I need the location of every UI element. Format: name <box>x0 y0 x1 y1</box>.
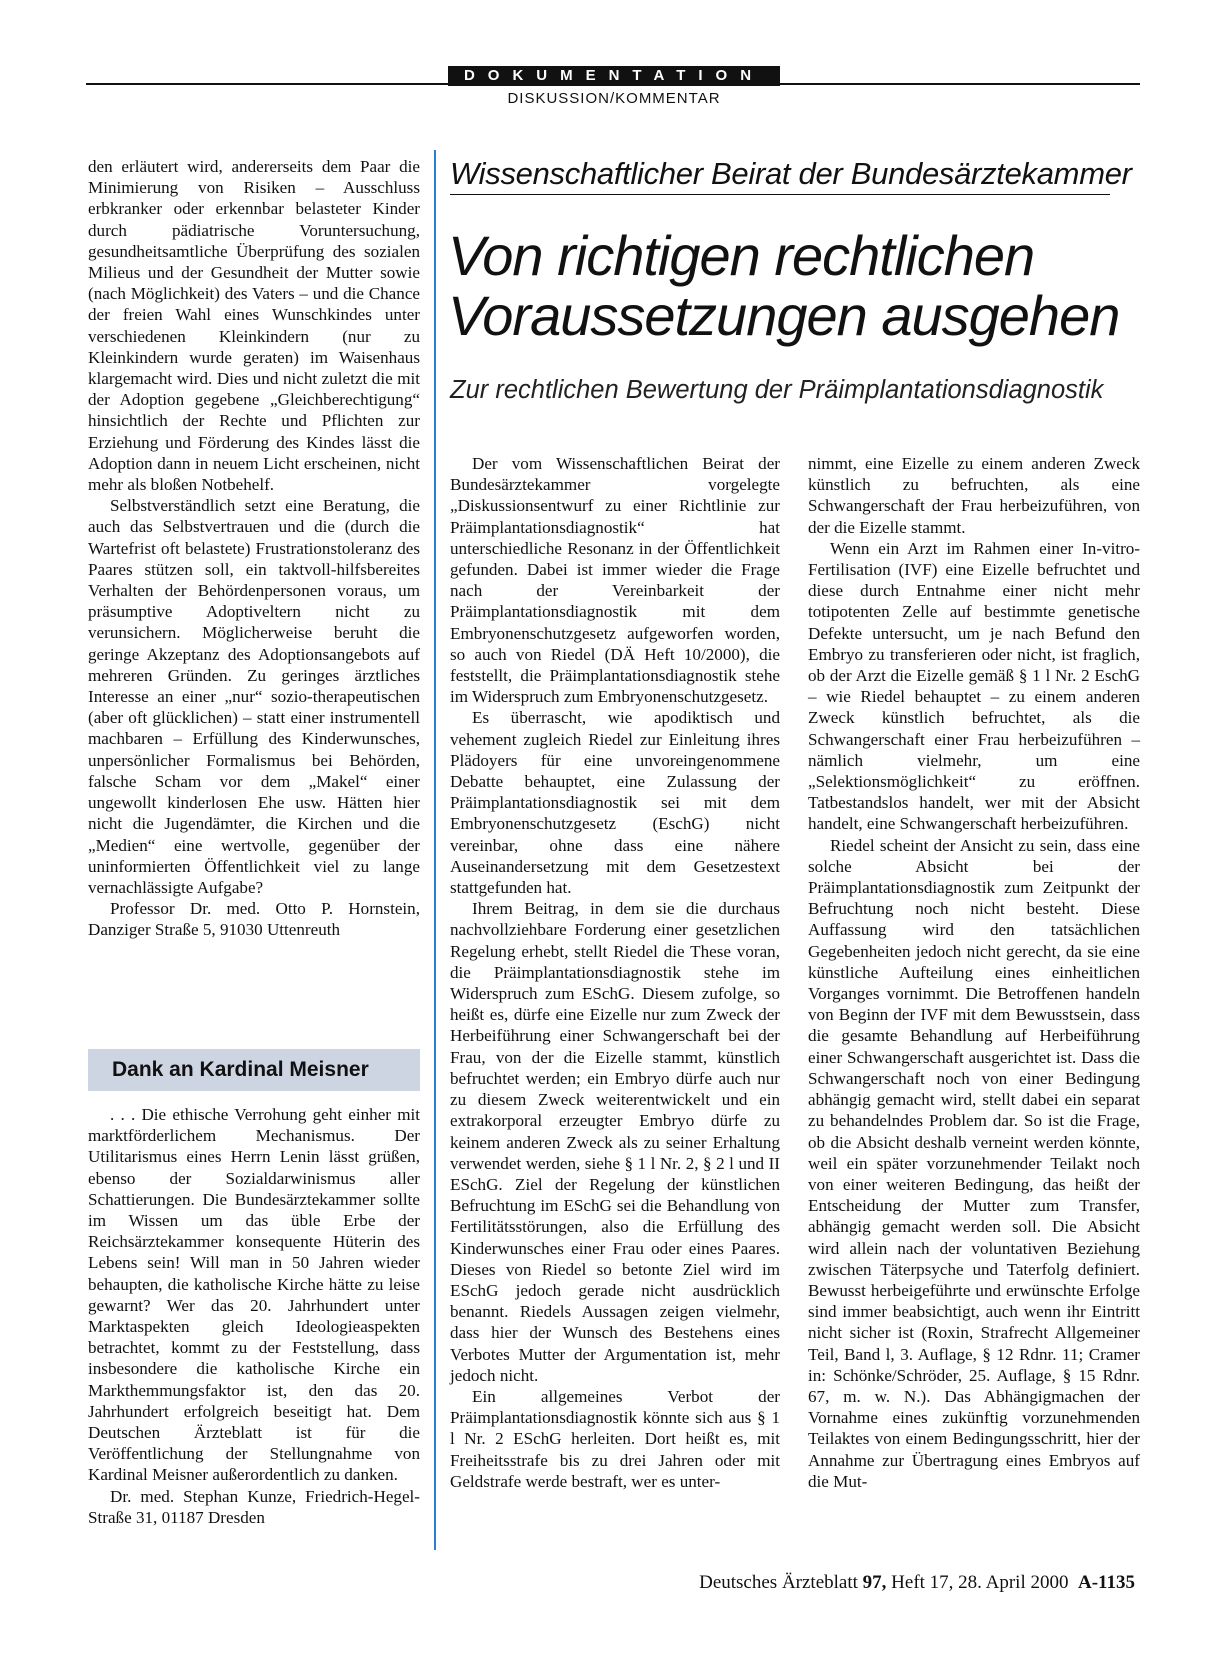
article-deck: Zur rechtlichen Bewertung der Präimplantationsdiagnostik <box>450 376 1104 404</box>
letter-2 <box>88 1104 420 1528</box>
article-paragraph: Der vom Wissenschaftlichen Beirat der Bundesärztekammer vorgelegte „Diskussionsentwurf zu einer Richtlinie zur Präimplantationsdiagnostik“ hat unterschiedliche Resonanz in der Öffentlichkeit gefunden. Dabei ist immer wieder die Frage nach der Vereinbarkeit der Präimplantationsdiagnostik mit dem Embryonenschutzgesetz aufgeworfen worden, so auch von Riedel (DÄ Heft 10/2000), die feststellt, die Präimplantationsdiagnostik stehe im Widerspruch zum Embryonenschutzgesetz. <box>450 454 780 707</box>
page-footer <box>699 1572 1135 1594</box>
footer-page-number: A-1135 <box>1078 1572 1135 1593</box>
article-paragraph: Wenn ein Arzt im Rahmen einer In-vitro-Fertilisation (IVF) eine Eizelle befruchtet und diese durch Entnahme einer nicht mehr totipotenten Zelle auf bestimmte genetische Defekte untersucht, um je nach Befund den Embryo zu transferieren oder nicht, ist fraglich, ob der Arzt die Eizelle gemäß § 1 l Nr. 2 EschG – wie Riedel behauptet – zu einem anderen Zweck künstlich befruchtet, als die Schwangerschaft einer Frau herbeizuführen – nämlich vielmehr, um eine „Selektionsmöglichkeit“ zu eröffnen. Tatbestandslos handelt, wer mit der Absicht handelt, eine Schwangerschaft herbeizuführen. <box>808 538 1140 834</box>
article-column-1 <box>450 453 780 1492</box>
footer-volume: 97, <box>862 1572 887 1593</box>
kicker-rule <box>450 194 1110 195</box>
letter1-paragraph: den erläutert wird, andererseits dem Paar die Minimierung von Risiken – Ausschluss erbkranker oder erkennbar belasteter Kinder durch pädiatrische Voruntersuchung, gesundheitsamtliche Überprüfung des sozialen Milieus und der Gesundheit der Mutter sowie (nach Möglichkeit) des Vaters – und die Chance der freien Wahl eines Wunschkindes unter verschiedenen Kleinkindern (nur zu Kleinkindern wurde geraten) im Waisenhaus klargemacht wird. Dies und nicht zuletzt die mit der Adoption gegebene „Gleichberechtigung“ hinsichtlich der Rechte und Pflichten zur Erziehung und Förderung des Kindes lässt die Adoption dann in neuem Licht erscheinen, nicht mehr als bloßen Notbehelf. <box>88 157 420 495</box>
article-headline <box>448 226 1148 346</box>
left-column <box>88 156 420 941</box>
article-paragraph: Es überrascht, wie apodiktisch und vehement zugleich Riedel zur Einleitung ihres Plädoyers für eine unvoreingenommene Debatte behauptet, eine Zulassung der Präimplantationsdiagnostik sei mit dem Embryonenschutzgesetz (EschG) nicht vereinbar, ohne dass eine nähere Auseinandersetzung mit dem Gesetzestext stattgefunden hat. <box>450 708 780 898</box>
article-column-2 <box>808 453 1140 1492</box>
article-paragraph: Riedel scheint der Ansicht zu sein, dass eine solche Absicht bei der Präimplantationsdiagnostik zum Zeitpunkt der Befruchtung noch nicht besteht. Diese Auffassung wird den tatsächlichen Gegebenheiten jedoch nicht gerecht, da sie eine künstliche Aufteilung eines einheitlichen Vorganges vornimmt. Die Betroffenen handeln von Beginn der IVF mit dem Bewusstsein, dass die gesamte Behandlung auf Herbeiführung einer Schwangerschaft ausgerichtet ist. Dass die Schwangerschaft noch von einer Bedingung abhängig gemacht wird, stellt dabei ein separat zu behandelndes Problem dar. So ist die Frage, ob die Absicht deshalb verneint werden könnte, weil ein später vorzunehmender Teilakt noch von einer weiteren Bedingung, das heißt der Entscheidung der Mutter zum Transfer, abhängig gemacht werden soll. Die Absicht wird allein nach der voluntativen Beziehung zwischen Täterpsyche und Taterfolg definiert. Bewusst herbeigeführte und erwünschte Erfolge sind immer beabsichtigt, auch wenn ihr Eintritt nicht sicher ist (Roxin, Strafrecht Allgemeiner Teil, Band l, 3. Auflage, § 12 Rdnr. 11; Cramer in: Schönke/Schröder, 25. Auflage, § 15 Rdnr. 67, m. w. N.). Das Abhängigmachen der Vornahme eines zukünftig vorzunehmenden Teilaktes von einem Bedingungsschritt, hier der Annahme zur Übertragung eines Embryos auf die Mut- <box>808 835 1140 1491</box>
letter2-heading: Dank an Kardinal Meisner <box>88 1049 420 1091</box>
section-tag: DOKUMENTATION <box>448 66 780 86</box>
subsection-label: DISKUSSION/KOMMENTAR <box>507 90 721 107</box>
letter1-paragraph: Selbstverständlich setzt eine Beratung, die auch das Selbstvertrauen und die (durch die Wartefrist oft belastete) Frustrationstoleranz des Paares stützen soll, ein taktvoll-hilfsbereites Verhalten der Behördenpersonen voraus, um präsumptive Adoptiveltern nicht zu verunsichern. Möglicherweise beruht die geringe Akzeptanz des Adoptionsangebots auf mehreren Gründen. Zu geringes ärztliches Interesse an einer „nur“ sozio-therapeutischen (aber oft glücklichen) – statt einer instrumentell machbaren – Erfüllung des Kinderwunsches, unpersönlicher Formalismus bei Behörden, falsche Scham vor dem „Makel“ einer ungewollt kinderlosen Ehe usw. Hätten hier nicht die Jugendämter, die Kirchen und die „Medien“ eine wertvolle, gegenüber der uninformierten Öffentlichkeit viel zu lange vernachlässigte Aufgabe? <box>88 496 420 897</box>
letter2-signature: Dr. med. Stephan Kunze, Friedrich-Hegel-Straße 31, 01187 Dresden <box>88 1486 420 1527</box>
article-paragraph: Ihrem Beitrag, in dem sie die durchaus nachvollziehbare Forderung einer gesetzlichen Regelung erhebt, stellt Riedel die These voran, die Präimplantationsdiagnostik stehe im Widerspruch zum ESchG. Diesem zufolge, so heißt es, dürfe eine Eizelle nur zum Zweck der Herbeiführung einer Schwangerschaft bei der Frau, von der die Eizelle stammt, künstlich befruchtet werden; ein Embryo dürfe auch nur zu diesem Zweck weiterentwickelt und ein extrakorporal erzeugter Embryo dürfe zu keinem anderen Zweck als zu seiner Erhaltung verwendet werden, siehe § 1 l Nr. 2, § 2 l und II ESchG. Ziel der Regelung der künstlichen Befruchtung im ESchG sei die Behandlung von Fertilitätsstörungen, also die Erfüllung des Kinderwunsches einer Frau oder eines Paares. Dieses von Riedel so betonte Ziel wird im ESchG jedoch gerade nicht ausdrücklich benannt. Riedels Aussagen zeigen vielmehr, dass hier der Wunsch des Bestehens eines Verbotes Mutter der Argumentation ist, mehr jedoch nicht. <box>450 899 780 1385</box>
letter1-signature: Professor Dr. med. Otto P. Hornstein, Danziger Straße 5, 91030 Uttenreuth <box>88 899 420 940</box>
letter2-paragraph: . . . Die ethische Verrohung geht einher mit marktförderlichem Mechanismus. Der Utilitarismus eines Herrn Lenin lässt grüßen, ebenso der Sozialdarwinismus aller Schattierungen. Die Bundesärztekammer sollte im Wissen um das üble Erbe der Reichsärztekammer konsequente Hüterin des Lebens sein! Will man in 50 Jahren wieder behaupten, die katholische Kirche hätte zu leise gewarnt? Wer das 20. Jahrhundert unter Marktaspekten gleich Ideologieaspekten betrachtet, kommt zu der Feststellung, dass insbesondere die katholische Kirche ein Markthemmungsfaktor ist, den das 20. Jahrhundert erfolgreich beseitigt hat. Dem Deutschen Ärzteblatt ist für die Veröffentlichung der Stellungnahme von Kardinal Meisner außerordentlich zu danken. <box>88 1105 420 1485</box>
article-paragraph: Ein allgemeines Verbot der Präimplantationsdiagnostik könnte sich aus § 1 l Nr. 2 ESchG herleiten. Dort heißt es, mit Freiheitsstrafe bis zu drei Jahren oder mit Geldstrafe werde bestraft, wer es unter- <box>450 1386 780 1491</box>
headline-line: Von richtigen rechtlichen <box>448 224 1035 287</box>
article-kicker: Wissenschaftlicher Beirat der Bundesärztekammer <box>450 156 1132 191</box>
headline-line: Voraussetzungen ausgehen <box>448 284 1120 347</box>
article-paragraph: nimmt, eine Eizelle zu einem anderen Zweck künstlich zu befruchten, als eine Schwangerschaft der Frau herbeizuführen, von der die Eizelle stammt. <box>808 454 1140 537</box>
column-divider <box>434 150 436 1550</box>
letter-1 <box>88 156 420 941</box>
footer-journal: Deutsches Ärzteblatt <box>699 1572 858 1593</box>
footer-issue: Heft 17, 28. April 2000 <box>891 1572 1069 1593</box>
